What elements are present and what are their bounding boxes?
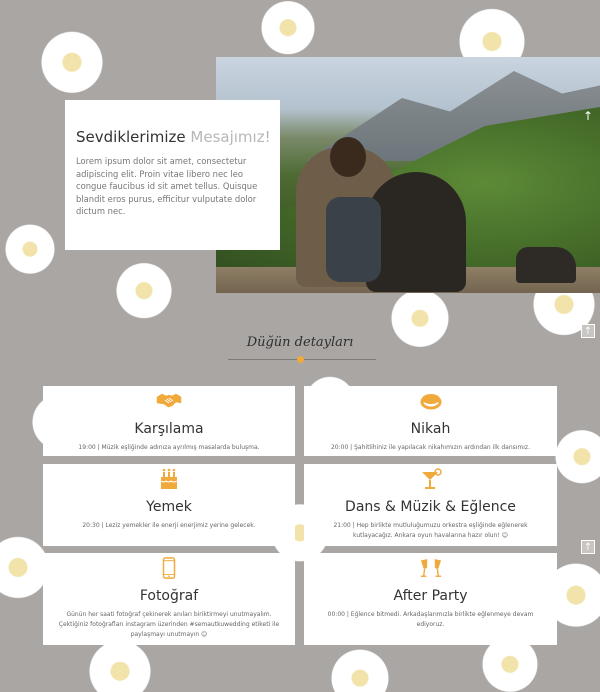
champagne-icon bbox=[418, 557, 444, 579]
event-desc: 20:00 | Şahitlihiniz ile yapılacak nikahımızın ardından ilk dansımız. bbox=[330, 444, 530, 451]
event-title: Karşılama bbox=[134, 421, 204, 437]
event-card-nikah bbox=[304, 386, 557, 456]
message-title-light: Mesajımız! bbox=[190, 128, 271, 146]
event-desc: 20:30 | Leziz yemekler ile enerji enerjimiz yerine gelecek. bbox=[82, 522, 256, 529]
event-card-karsilama bbox=[43, 386, 295, 456]
event-title: Dans & Müzik & Eğlence bbox=[345, 499, 516, 515]
ring-icon bbox=[419, 390, 443, 412]
event-desc: Günün her saati fotoğraf çekinerek anıları biriktirmeyi unutmayalım. Çektiğiniz fotoğrafları instagram üzerinden #semautkuwedding etiketi ile paylaşmayı unutmayın 😊 bbox=[58, 611, 280, 638]
event-title: Nikah bbox=[410, 421, 451, 437]
message-title bbox=[76, 128, 271, 146]
cocktail-icon bbox=[419, 468, 443, 490]
phone-icon bbox=[161, 557, 177, 579]
scroll-top-button[interactable]: ↑ bbox=[581, 324, 595, 338]
event-title: Fotoğraf bbox=[139, 588, 199, 604]
event-card-after-party bbox=[304, 553, 557, 645]
message-card bbox=[65, 100, 280, 250]
event-card-dans bbox=[304, 464, 557, 546]
event-desc: 19:00 | Müzik eşliğinde adınıza ayrılmış masalarda buluşma. bbox=[78, 444, 260, 451]
divider-dot bbox=[297, 356, 304, 363]
scroll-top-button-2[interactable]: ↑ bbox=[581, 540, 595, 554]
event-title: Yemek bbox=[146, 499, 192, 515]
message-body: Lorem ipsum dolor sit amet, consectetur adipiscing elit. Proin vitae libero nec leo congue faucibus id sit amet tellus. Quisque blandit eros purus, efficitur vulputate dolor dictum nec. bbox=[76, 156, 258, 217]
cake-icon bbox=[158, 468, 180, 490]
scroll-top-icon[interactable]: ↑ bbox=[582, 109, 594, 123]
event-desc: 00:00 | Eğlence bitmedi. Arkadaşlarımızla birlikte eğlenmeye devam ediyoruz. bbox=[327, 611, 534, 628]
message-title-main: Sevdiklerimize bbox=[76, 128, 186, 146]
section-title: Düğün detayları bbox=[246, 335, 354, 350]
event-card-fotograf bbox=[43, 553, 295, 645]
handshake-icon bbox=[156, 390, 182, 412]
event-card-yemek bbox=[43, 464, 295, 546]
event-title: After Party bbox=[393, 588, 468, 604]
event-desc: 21:00 | Hep birlikte mutluluğumuzu orkestra eşliğinde eğlenerek kutlayacağız. Ankara oyun havalarına hazır olun! 😊 bbox=[333, 522, 528, 539]
